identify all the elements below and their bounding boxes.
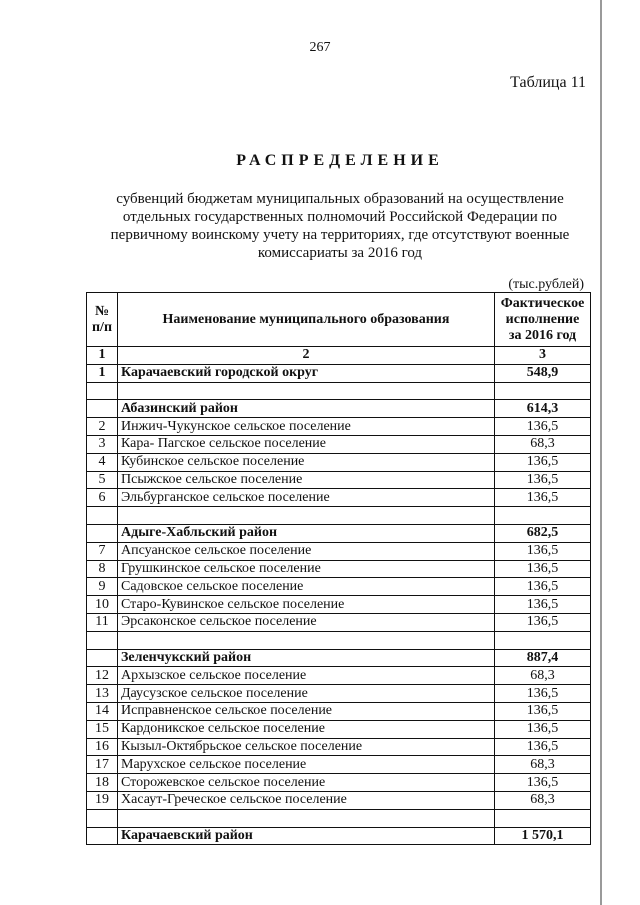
row-number: 1 xyxy=(87,364,118,382)
row-value: 68,3 xyxy=(495,435,591,453)
column-number: 3 xyxy=(495,347,591,365)
table-row xyxy=(87,382,591,400)
row-number: 6 xyxy=(87,489,118,507)
row-value: 136,5 xyxy=(495,418,591,436)
row-name: Садовское сельское поселение xyxy=(118,578,495,596)
row-name: Грушкинское сельское поселение xyxy=(118,560,495,578)
row-value: 136,5 xyxy=(495,578,591,596)
row-value: 136,5 xyxy=(495,685,591,703)
row-name: Карачаевский район xyxy=(118,827,495,845)
row-number xyxy=(87,382,118,400)
row-value: 1 570,1 xyxy=(495,827,591,845)
row-number: 18 xyxy=(87,774,118,792)
row-number xyxy=(87,827,118,845)
table-row xyxy=(87,542,591,560)
row-name: Исправненское сельское поселение xyxy=(118,702,495,720)
row-number xyxy=(87,524,118,542)
table-row xyxy=(87,435,591,453)
row-name: Зеленчукский район xyxy=(118,649,495,667)
header-name: Наименование муниципального образования xyxy=(118,293,495,347)
row-value: 68,3 xyxy=(495,667,591,685)
row-number xyxy=(87,400,118,418)
table-row xyxy=(87,827,591,845)
row-value: 136,5 xyxy=(495,774,591,792)
row-number: 4 xyxy=(87,453,118,471)
row-number: 5 xyxy=(87,471,118,489)
row-value: 136,5 xyxy=(495,471,591,489)
table-label: Таблица 11 xyxy=(510,74,586,91)
row-value: 136,5 xyxy=(495,489,591,507)
table-row xyxy=(87,809,591,827)
row-number: 12 xyxy=(87,667,118,685)
table-row xyxy=(87,471,591,489)
header-value: Фактическое исполнение за 2016 год xyxy=(495,293,591,347)
row-number: 2 xyxy=(87,418,118,436)
column-number: 1 xyxy=(87,347,118,365)
page-edge-line xyxy=(600,0,602,905)
table-row xyxy=(87,418,591,436)
row-number: 19 xyxy=(87,791,118,809)
row-name: Хасаут-Греческое сельское поселение xyxy=(118,791,495,809)
row-number: 16 xyxy=(87,738,118,756)
units-label: (тыс.рублей) xyxy=(508,277,584,292)
document-title: РАСПРЕДЕЛЕНИЕ xyxy=(236,152,444,169)
row-name: Карачаевский городской округ xyxy=(118,364,495,382)
table-header-row xyxy=(87,293,591,347)
table-row xyxy=(87,578,591,596)
row-name: Архызское сельское поселение xyxy=(118,667,495,685)
row-value: 614,3 xyxy=(495,400,591,418)
row-value xyxy=(495,631,591,649)
row-name: Кардоникское сельское поселение xyxy=(118,720,495,738)
row-number: 17 xyxy=(87,756,118,774)
table-row xyxy=(87,613,591,631)
table-row xyxy=(87,631,591,649)
row-number: 8 xyxy=(87,560,118,578)
row-value: 136,5 xyxy=(495,702,591,720)
row-name: Кызыл-Октябрьское сельское поселение xyxy=(118,738,495,756)
row-number xyxy=(87,649,118,667)
row-name: Старо-Кувинское сельское поселение xyxy=(118,596,495,614)
row-number: 15 xyxy=(87,720,118,738)
row-name: Инжич-Чукунское сельское поселение xyxy=(118,418,495,436)
row-number: 10 xyxy=(87,596,118,614)
table-row xyxy=(87,720,591,738)
row-number: 3 xyxy=(87,435,118,453)
table-row xyxy=(87,685,591,703)
table-row xyxy=(87,453,591,471)
row-number: 11 xyxy=(87,613,118,631)
row-name: Марухское сельское поселение xyxy=(118,756,495,774)
row-name: Псыжское сельское поселение xyxy=(118,471,495,489)
row-number xyxy=(87,507,118,525)
row-value: 136,5 xyxy=(495,596,591,614)
subtitle-line: первичному воинскому учету на территориях, где отсутствуют военные xyxy=(110,227,570,243)
subtitle-line: отдельных государственных полномочий Российской Федерации по xyxy=(122,209,558,225)
row-value: 136,5 xyxy=(495,738,591,756)
row-name: Апсуанское сельское поселение xyxy=(118,542,495,560)
subtitle-line: комиссариаты за 2016 год xyxy=(257,245,423,261)
table-row xyxy=(87,400,591,418)
row-value: 682,5 xyxy=(495,524,591,542)
row-value: 136,5 xyxy=(495,560,591,578)
distribution-table xyxy=(86,292,591,845)
table-row xyxy=(87,667,591,685)
row-number: 7 xyxy=(87,542,118,560)
row-name xyxy=(118,382,495,400)
row-value: 548,9 xyxy=(495,364,591,382)
row-name: Адыге-Хабльский район xyxy=(118,524,495,542)
header-num: № п/п xyxy=(87,293,118,347)
row-number xyxy=(87,809,118,827)
row-value xyxy=(495,507,591,525)
table-row xyxy=(87,774,591,792)
row-name: Кара- Пагское сельское поселение xyxy=(118,435,495,453)
table-row xyxy=(87,489,591,507)
row-value: 68,3 xyxy=(495,791,591,809)
row-name: Эльбурганское сельское поселение xyxy=(118,489,495,507)
row-name: Кубинское сельское поселение xyxy=(118,453,495,471)
page-number: 267 xyxy=(309,40,331,55)
table-row xyxy=(87,791,591,809)
table-row xyxy=(87,738,591,756)
table-row xyxy=(87,524,591,542)
row-value: 136,5 xyxy=(495,613,591,631)
row-number: 14 xyxy=(87,702,118,720)
row-name: Сторожевское сельское поселение xyxy=(118,774,495,792)
subtitle-line: субвенций бюджетам муниципальных образований на осуществление xyxy=(116,191,564,207)
table-row xyxy=(87,507,591,525)
column-number: 2 xyxy=(118,347,495,365)
table-row xyxy=(87,560,591,578)
row-value: 68,3 xyxy=(495,756,591,774)
row-name xyxy=(118,631,495,649)
row-value xyxy=(495,809,591,827)
row-value xyxy=(495,382,591,400)
table-row xyxy=(87,596,591,614)
row-name: Абазинский район xyxy=(118,400,495,418)
row-number: 9 xyxy=(87,578,118,596)
table-row xyxy=(87,702,591,720)
table-row xyxy=(87,649,591,667)
document-subtitle xyxy=(90,190,590,262)
row-name xyxy=(118,809,495,827)
row-name: Даусузское сельское поселение xyxy=(118,685,495,703)
row-number xyxy=(87,631,118,649)
table-row xyxy=(87,756,591,774)
row-name: Эрсаконское сельское поселение xyxy=(118,613,495,631)
row-number: 13 xyxy=(87,685,118,703)
column-numbers-row xyxy=(87,347,591,365)
table-row xyxy=(87,364,591,382)
row-value: 887,4 xyxy=(495,649,591,667)
row-value: 136,5 xyxy=(495,542,591,560)
row-value: 136,5 xyxy=(495,720,591,738)
row-name xyxy=(118,507,495,525)
row-value: 136,5 xyxy=(495,453,591,471)
